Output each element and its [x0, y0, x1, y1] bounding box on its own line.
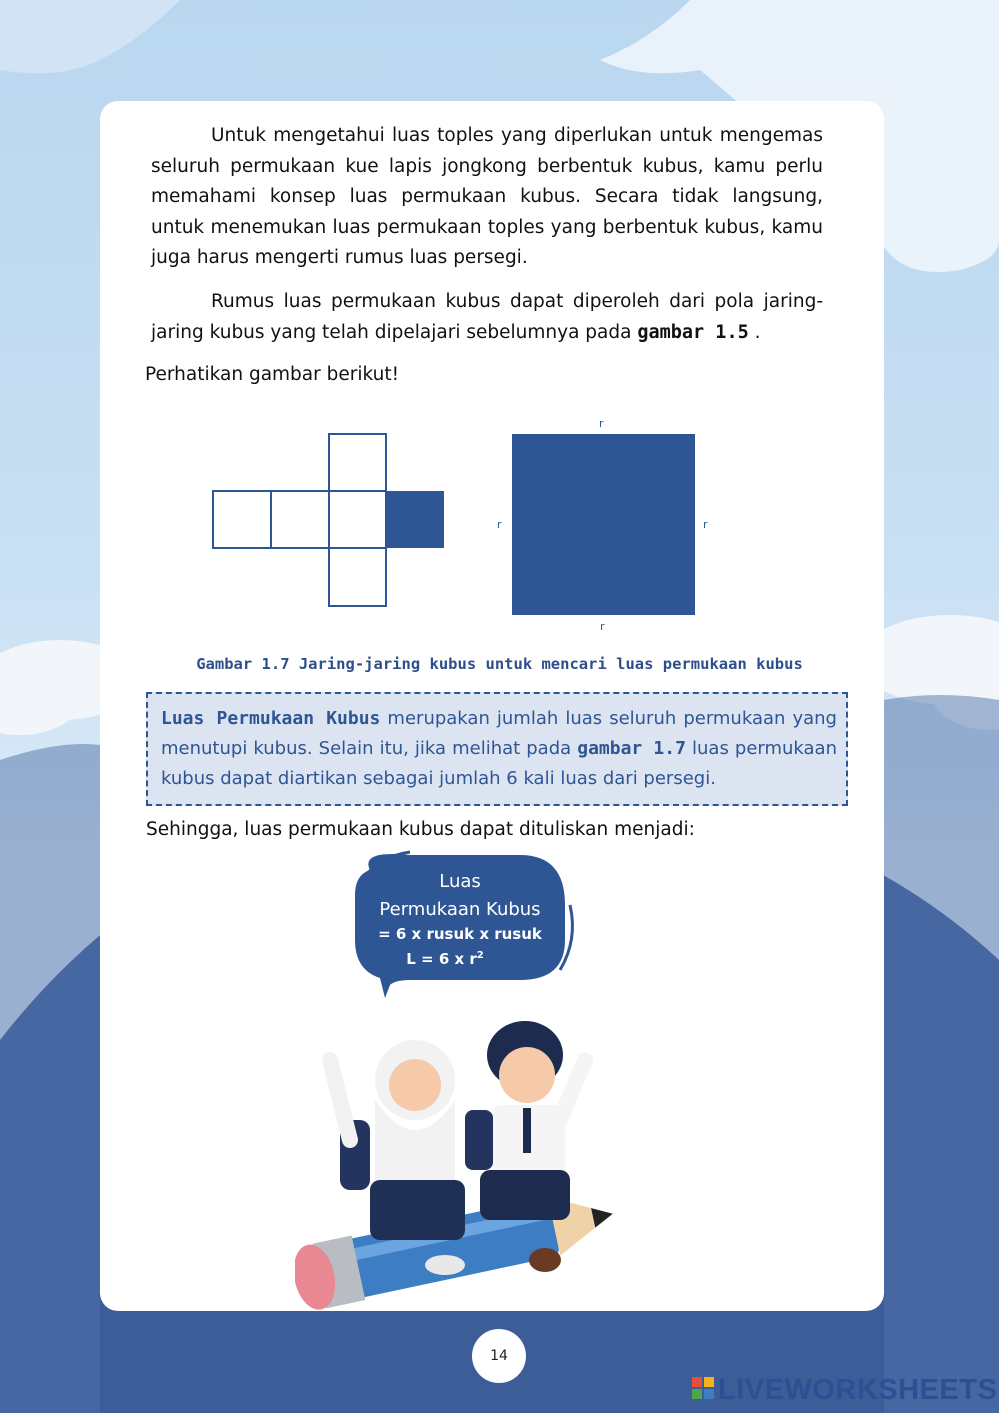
figure-caption: Gambar 1.7 Jaring-jaring kubus untuk mencari luas permukaan kubus — [196, 655, 803, 673]
paragraph-intro-text: Untuk mengetahui luas toples yang diperlukan untuk mengemas seluruh permukaan kue lapis jongkong berbentuk kubus, kamu perlu memahami konsep luas permukaan kubus. Secara tidak langsung, untuk menemukan luas permukaan toples yang berbentuk kubus, kamu juga harus mengerti rumus luas persegi. — [151, 125, 823, 268]
square-face — [512, 434, 695, 615]
definition-text — [161, 704, 837, 794]
page-number: 14 — [472, 1329, 526, 1383]
conclusion-text: Sehingga, luas permukaan kubus dapat dituliskan menjadi: — [146, 819, 695, 840]
bubble-exponent: 2 — [476, 950, 484, 961]
side-label-bottom: r — [600, 620, 605, 633]
cube-net-figure — [200, 420, 460, 620]
paragraph-intro — [151, 121, 823, 274]
definition-figure-ref: gambar 1.7 — [577, 738, 686, 759]
net-face-highlighted — [386, 491, 444, 548]
definition-box — [146, 692, 848, 806]
net-face-bottom — [329, 548, 386, 606]
net-face-2 — [271, 491, 329, 548]
net-face-1 — [213, 491, 271, 548]
instruction-text: Perhatikan gambar berikut! — [145, 364, 400, 385]
side-label-left: r — [497, 518, 502, 531]
definition-term: Luas Permukaan Kubus — [161, 708, 381, 729]
liveworksheets-watermark[interactable]: LIVEWORKSHEETS — [718, 1374, 998, 1406]
students-on-pencil-illustration — [295, 1000, 635, 1310]
net-face-top — [329, 434, 386, 491]
definition-part1: merupakan jumlah luas seluruh permukaan yang menutupi kubus. Selain itu, jika melihat pada — [161, 708, 837, 759]
bubble-line3: = 6 x rusuk x rusuk — [378, 925, 542, 943]
bubble-formula: L = 6 x r — [406, 950, 477, 968]
paragraph-formula — [151, 287, 823, 348]
bubble-line4 — [360, 950, 530, 968]
paragraph-formula-text: Rumus luas permukaan kubus dapat diperoleh dari pola jaring-jaring kubus yang telah dipelajari sebelumnya pada — [151, 291, 823, 343]
definition-part2: luas permukaan kubus dapat diartikan sebagai jumlah 6 kali luas dari persegi. — [161, 738, 837, 789]
bubble-line1: Luas — [439, 871, 481, 892]
bubble-line2: Permukaan Kubus — [379, 899, 541, 920]
paragraph-formula-end: . — [748, 321, 761, 343]
figure-reference: gambar 1.5 — [637, 321, 749, 343]
side-label-top: r — [599, 417, 604, 430]
liveworksheets-logo-icon — [692, 1377, 714, 1399]
net-face-3 — [329, 491, 386, 548]
side-label-right: r — [703, 518, 708, 531]
